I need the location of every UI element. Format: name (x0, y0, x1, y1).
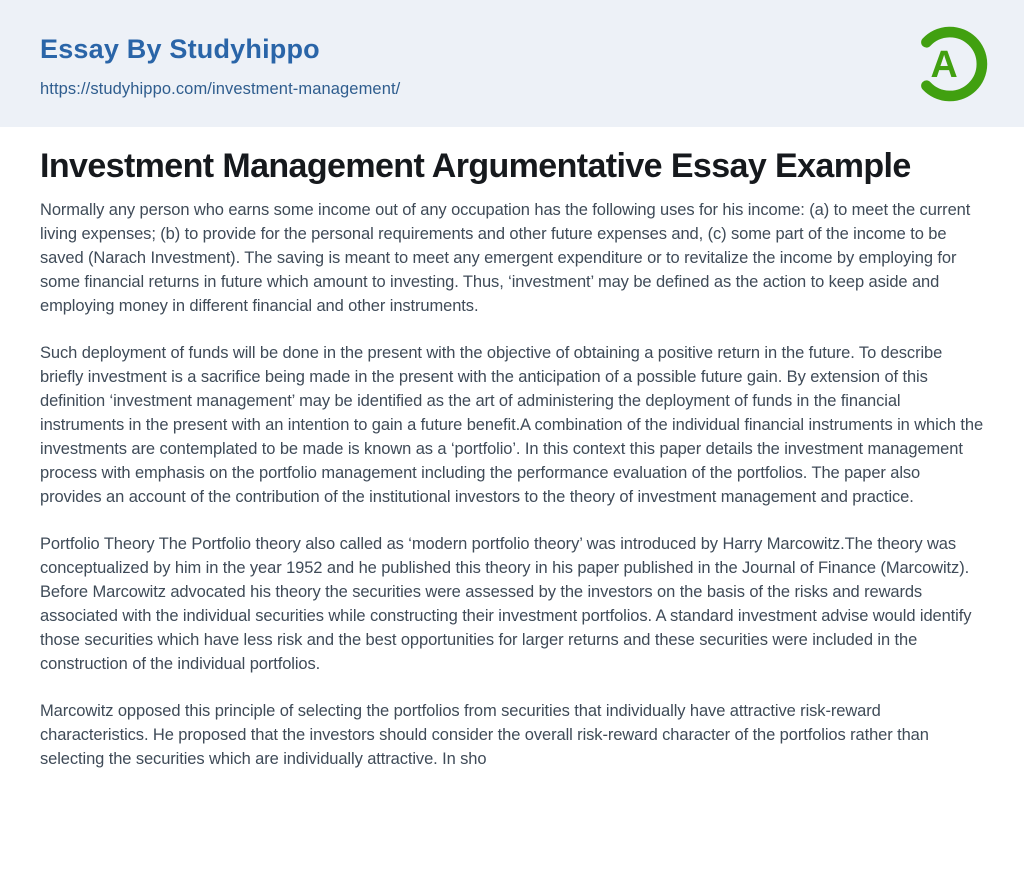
essay-paragraph-4: Marcowitz opposed this principle of selecting the portfolios from securities that individually have attractive risk-reward characteristics. He proposed that the investors should consider the overall risk-reward character of the portfolios rather than selecting the securities which are individually attractive. In sho (40, 702, 929, 768)
logo-letter: A (930, 42, 958, 85)
site-title-link[interactable]: Essay By Studyhippo (40, 34, 320, 64)
article-body (0, 148, 1024, 771)
header-text-block (40, 28, 400, 99)
source-url-link[interactable]: https://studyhippo.com/investment-management/ (40, 80, 401, 98)
essay-paragraph-3: Portfolio Theory The Portfolio theory also called as ‘modern portfolio theory’ was introduced by Harry Marcowitz.The theory was conceptualized by him in the year 1952 and he published this theory in his paper published in the Journal of Finance (Marcowitz). Before Marcowitz advocated his theory the securities were assessed by the investors on the basis of the risks and rewards associated with the individual securities while constructing their investment portfolios. A standard investment advise would identify those securities which have less risk and the best opportunities for larger returns and these securities were included in the construction of the individual portfolios. (40, 535, 972, 673)
studyhippo-logo[interactable] (908, 18, 990, 110)
essay-paragraph-1: Normally any person who earns some income out of any occupation has the following uses for his income: (a) to meet the current living expenses; (b) to provide for the personal requirements and other future expenses and, (c) some part of the income to be saved (Narach Investment). The saving is meant to meet any emergent expenditure or to revitalize the income by employing for some financial returns in future which amount to investing. Thus, ‘investment’ may be defined as the action to keep aside and employing money in different financial and other instruments. (40, 201, 971, 315)
page-title: Investment Management Argumentative Essay Example (40, 147, 911, 185)
header (0, 0, 1024, 127)
essay-paragraph-2: Such deployment of funds will be done in the present with the objective of obtaining a positive return in the future. To describe briefly investment is a sacrifice being made in the present with the anticipation of a possible future gain. By extension of this definition ‘investment management’ may be identified as the art of administering the deployment of funds in the financial instruments in the present with an intention to gain a future benefit.A combination of the individual financial instruments in which the investments are contemplated to be made is known as a ‘portfolio’. In this context this paper details the investment management process with emphasis on the portfolio management including the performance evaluation of the portfolios. The paper also provides an account of the contribution of the institutional investors to the theory of investment management and practice. (40, 344, 984, 506)
